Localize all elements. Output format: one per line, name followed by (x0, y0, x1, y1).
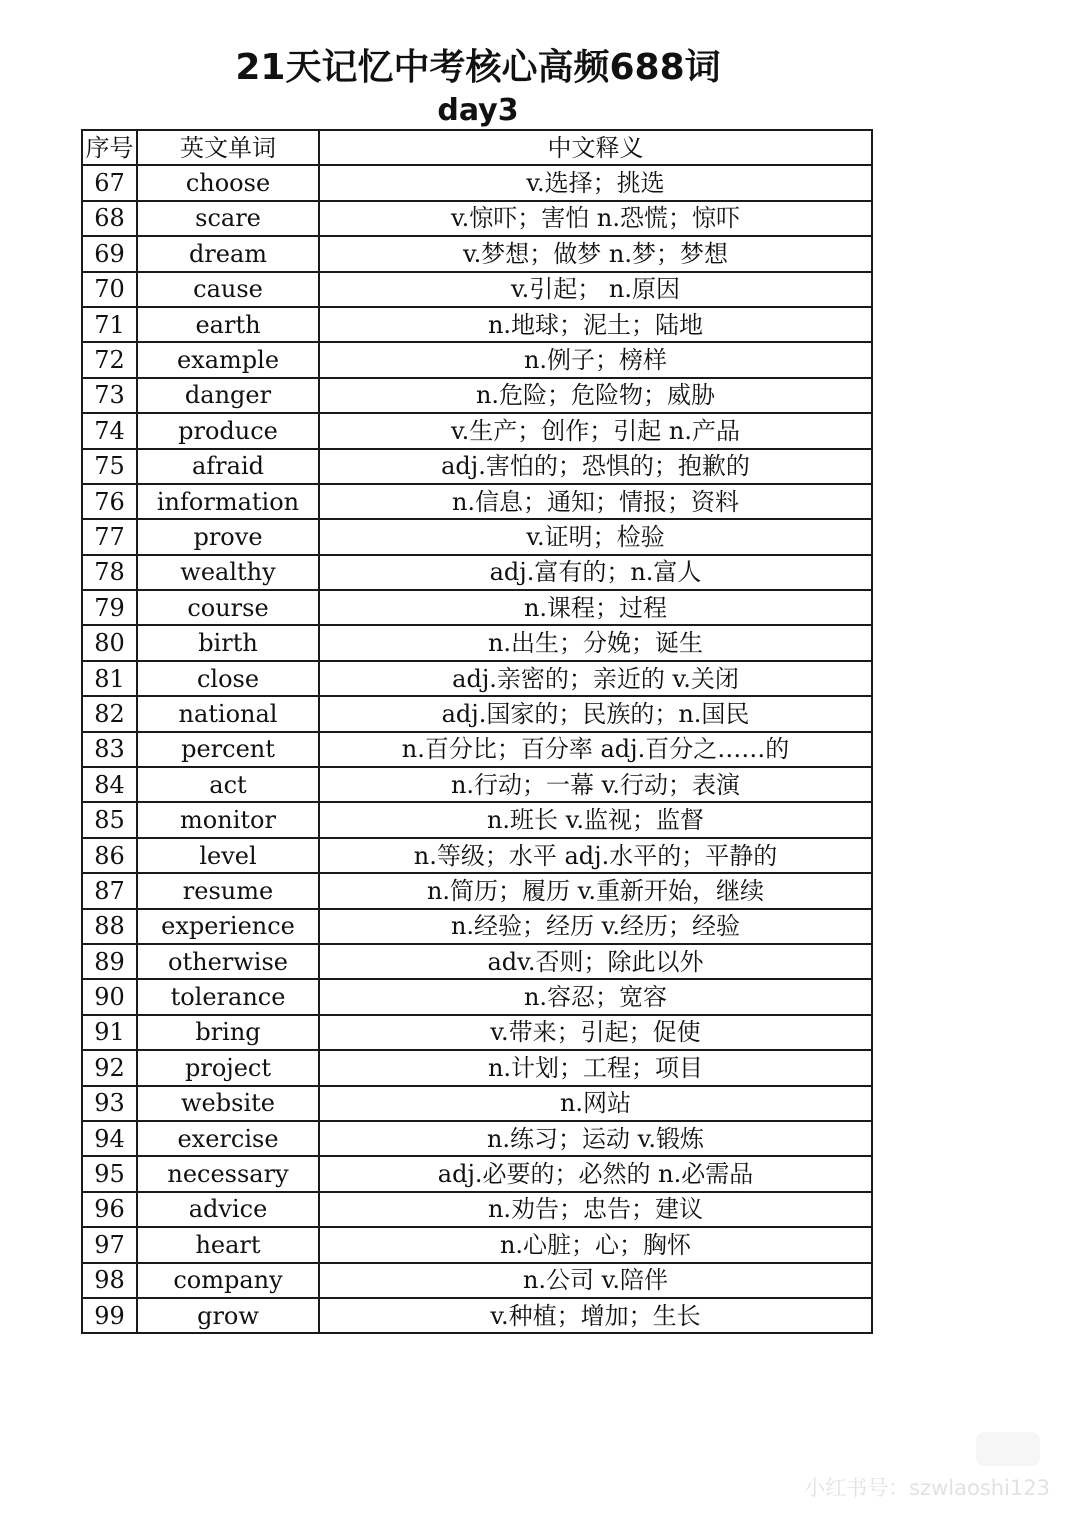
english-word: cause (137, 272, 319, 307)
vocabulary-table (81, 129, 873, 1334)
row-number: 75 (82, 449, 137, 484)
english-word: earth (137, 307, 319, 342)
row-number: 96 (82, 1192, 137, 1227)
english-word: birth (137, 625, 319, 660)
english-word: company (137, 1263, 319, 1298)
chinese-definition: n.例子；榜样 (319, 342, 872, 377)
table-row (82, 272, 872, 307)
english-word: wealthy (137, 555, 319, 590)
english-word: afraid (137, 449, 319, 484)
row-number: 89 (82, 944, 137, 979)
chinese-definition: adj.亲密的；亲近的 v.关闭 (319, 661, 872, 696)
english-word: advice (137, 1192, 319, 1227)
row-number: 98 (82, 1263, 137, 1298)
english-word: percent (137, 732, 319, 767)
row-number: 97 (82, 1227, 137, 1262)
english-word: dream (137, 236, 319, 271)
row-number: 86 (82, 838, 137, 873)
table-row (82, 802, 872, 837)
chinese-definition: n.容忍；宽容 (319, 979, 872, 1014)
row-number: 81 (82, 661, 137, 696)
table-header-row (82, 130, 872, 165)
row-number: 77 (82, 519, 137, 554)
row-number: 69 (82, 236, 137, 271)
chinese-definition: adj.害怕的；恐惧的；抱歉的 (319, 449, 872, 484)
table-row (82, 1298, 872, 1333)
table-row (82, 590, 872, 625)
row-number: 99 (82, 1298, 137, 1333)
english-word: monitor (137, 802, 319, 837)
chinese-definition: v.证明；检验 (319, 519, 872, 554)
chinese-definition: n.百分比；百分率 adj.百分之……的 (319, 732, 872, 767)
row-number: 94 (82, 1121, 137, 1156)
english-word: close (137, 661, 319, 696)
chinese-definition: n.劝告；忠告；建议 (319, 1192, 872, 1227)
header-english-word: 英文单词 (137, 130, 319, 165)
chinese-definition: n.等级；水平 adj.水平的；平静的 (319, 838, 872, 873)
chinese-definition: n.计划；工程；项目 (319, 1050, 872, 1085)
english-word: bring (137, 1015, 319, 1050)
row-number: 92 (82, 1050, 137, 1085)
table-row (82, 413, 872, 448)
chinese-definition: n.地球；泥土；陆地 (319, 307, 872, 342)
english-word: example (137, 342, 319, 377)
chinese-definition: n.信息；通知；情报；资料 (319, 484, 872, 519)
chinese-definition: n.出生；分娩；诞生 (319, 625, 872, 660)
row-number: 84 (82, 767, 137, 802)
english-word: choose (137, 165, 319, 200)
row-number: 79 (82, 590, 137, 625)
table-row (82, 236, 872, 271)
row-number: 78 (82, 555, 137, 590)
chinese-definition: v.带来；引起；促使 (319, 1015, 872, 1050)
table-row (82, 696, 872, 731)
english-word: exercise (137, 1121, 319, 1156)
english-word: experience (137, 909, 319, 944)
english-word: grow (137, 1298, 319, 1333)
row-number: 82 (82, 696, 137, 731)
table-row (82, 1156, 872, 1191)
chinese-definition: adj.富有的；n.富人 (319, 555, 872, 590)
english-word: course (137, 590, 319, 625)
page-title: 21天记忆中考核心高频688词 (235, 47, 721, 88)
table-row (82, 1015, 872, 1050)
table-row (82, 449, 872, 484)
english-word: produce (137, 413, 319, 448)
row-number: 73 (82, 378, 137, 413)
table-row (82, 944, 872, 979)
chinese-definition: adj.国家的；民族的；n.国民 (319, 696, 872, 731)
chinese-definition: n.公司 v.陪伴 (319, 1263, 872, 1298)
table-row (82, 838, 872, 873)
table-row (82, 342, 872, 377)
english-word: website (137, 1086, 319, 1121)
chinese-definition: v.惊吓；害怕 n.恐慌；惊吓 (319, 201, 872, 236)
chinese-definition: n.心脏；心；胸怀 (319, 1227, 872, 1262)
chinese-definition: n.行动；一幕 v.行动；表演 (319, 767, 872, 802)
row-number: 68 (82, 201, 137, 236)
english-word: national (137, 696, 319, 731)
row-number: 88 (82, 909, 137, 944)
row-number: 70 (82, 272, 137, 307)
table-row (82, 555, 872, 590)
chinese-definition: v.引起； n.原因 (319, 272, 872, 307)
chinese-definition: n.网站 (319, 1086, 872, 1121)
row-number: 85 (82, 802, 137, 837)
watermark-text: 小红书号：szwlaoshi123 (804, 1476, 1050, 1500)
chinese-definition: n.班长 v.监视；监督 (319, 802, 872, 837)
page-subtitle: day3 (437, 93, 519, 128)
row-number: 72 (82, 342, 137, 377)
table-row (82, 519, 872, 554)
english-word: scare (137, 201, 319, 236)
chinese-definition: n.经验；经历 v.经历；经验 (319, 909, 872, 944)
row-number: 74 (82, 413, 137, 448)
watermark-logo (976, 1432, 1040, 1466)
table-row (82, 1121, 872, 1156)
table-row (82, 1192, 872, 1227)
english-word: act (137, 767, 319, 802)
table-row (82, 1263, 872, 1298)
row-number: 87 (82, 873, 137, 908)
header-chinese-definition: 中文释义 (319, 130, 872, 165)
chinese-definition: n.简历；履历 v.重新开始，继续 (319, 873, 872, 908)
english-word: heart (137, 1227, 319, 1262)
table-row (82, 1050, 872, 1085)
english-word: resume (137, 873, 319, 908)
english-word: prove (137, 519, 319, 554)
table-row (82, 165, 872, 200)
english-word: danger (137, 378, 319, 413)
table-row (82, 1227, 872, 1262)
table-row (82, 625, 872, 660)
english-word: information (137, 484, 319, 519)
header-number: 序号 (82, 130, 137, 165)
table-row (82, 201, 872, 236)
table-row (82, 378, 872, 413)
english-word: otherwise (137, 944, 319, 979)
row-number: 67 (82, 165, 137, 200)
row-number: 83 (82, 732, 137, 767)
row-number: 71 (82, 307, 137, 342)
table-row (82, 909, 872, 944)
row-number: 76 (82, 484, 137, 519)
table-row (82, 484, 872, 519)
table-row (82, 767, 872, 802)
english-word: project (137, 1050, 319, 1085)
chinese-definition: v.生产；创作；引起 n.产品 (319, 413, 872, 448)
table-row (82, 1086, 872, 1121)
chinese-definition: adj.必要的；必然的 n.必需品 (319, 1156, 872, 1191)
english-word: level (137, 838, 319, 873)
row-number: 95 (82, 1156, 137, 1191)
chinese-definition: n.危险；危险物；威胁 (319, 378, 872, 413)
chinese-definition: v.选择；挑选 (319, 165, 872, 200)
table-body (82, 165, 872, 1333)
row-number: 91 (82, 1015, 137, 1050)
table-row (82, 732, 872, 767)
english-word: tolerance (137, 979, 319, 1014)
english-word: necessary (137, 1156, 319, 1191)
table-row (82, 979, 872, 1014)
row-number: 93 (82, 1086, 137, 1121)
table-row (82, 873, 872, 908)
chinese-definition: v.种植；增加；生长 (319, 1298, 872, 1333)
chinese-definition: adv.否则；除此以外 (319, 944, 872, 979)
chinese-definition: n.课程；过程 (319, 590, 872, 625)
row-number: 90 (82, 979, 137, 1014)
chinese-definition: v.梦想；做梦 n.梦；梦想 (319, 236, 872, 271)
row-number: 80 (82, 625, 137, 660)
chinese-definition: n.练习；运动 v.锻炼 (319, 1121, 872, 1156)
table-row (82, 307, 872, 342)
table-row (82, 661, 872, 696)
